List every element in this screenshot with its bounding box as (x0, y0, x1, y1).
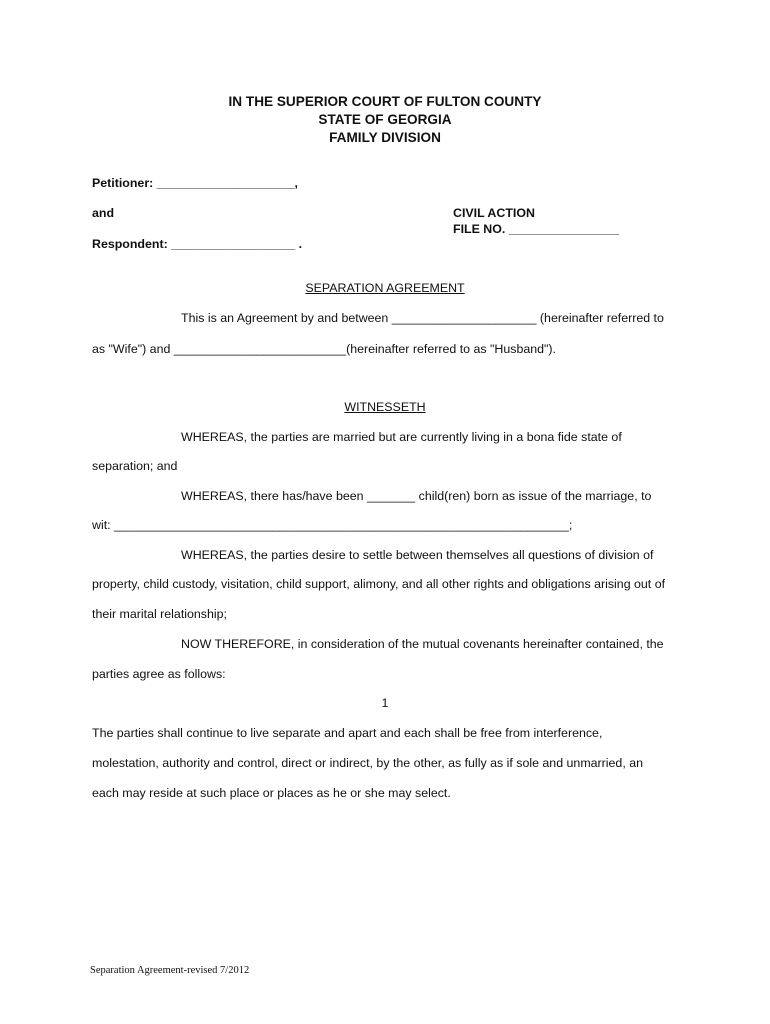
section-line: molestation, authority and control, direct or indirect, by the other, as fully as if sole and unmarried, an (92, 756, 643, 770)
whereas-line: WHEREAS, the parties desire to settle between themselves all questions of division of (181, 548, 654, 562)
respondent-field: Respondent: __________________ . (92, 237, 303, 251)
section-number: 1 (381, 696, 389, 710)
whereas-line: separation; and (92, 459, 178, 473)
and-label: and (92, 206, 115, 220)
whereas-line: their marital relationship; (92, 607, 227, 621)
state-heading: STATE OF GEORGIA (318, 112, 452, 127)
section-line: each may reside at such place or places as he or she may select. (92, 786, 451, 800)
whereas-line: property, child custody, visitation, child support, alimony, and all other rights and obligations arising out of (92, 577, 666, 591)
intro-line: This is an Agreement by and between _____________________ (hereinafter referred to (181, 311, 664, 325)
file-no-field: FILE NO. ________________ (453, 222, 620, 236)
whereas-line: WHEREAS, there has/have been _______ child(ren) born as issue of the marriage, to (181, 489, 652, 503)
court-heading: IN THE SUPERIOR COURT OF FULTON COUNTY (228, 94, 542, 109)
civil-action-label: CIVIL ACTION (453, 206, 535, 220)
whereas-line: wit: __________________________________________________________________; (92, 518, 573, 532)
document-title: SEPARATION AGREEMENT (305, 281, 465, 295)
witnesseth-heading: WITNESSETH (344, 400, 426, 414)
section-line: The parties shall continue to live separate and apart and each shall be free from interference, (92, 726, 603, 740)
whereas-line: NOW THEREFORE, in consideration of the mutual covenants hereinafter contained, the (181, 637, 664, 651)
page-footer: Separation Agreement-revised 7/2012 (90, 965, 250, 976)
petitioner-field: Petitioner: ____________________, (92, 176, 298, 190)
division-heading: FAMILY DIVISION (329, 130, 441, 145)
intro-line: as "Wife") and _________________________(hereinafter referred to as "Husband"). (92, 342, 556, 356)
whereas-line: WHEREAS, the parties are married but are currently living in a bona fide state of (181, 430, 622, 444)
whereas-line: parties agree as follows: (92, 667, 226, 681)
